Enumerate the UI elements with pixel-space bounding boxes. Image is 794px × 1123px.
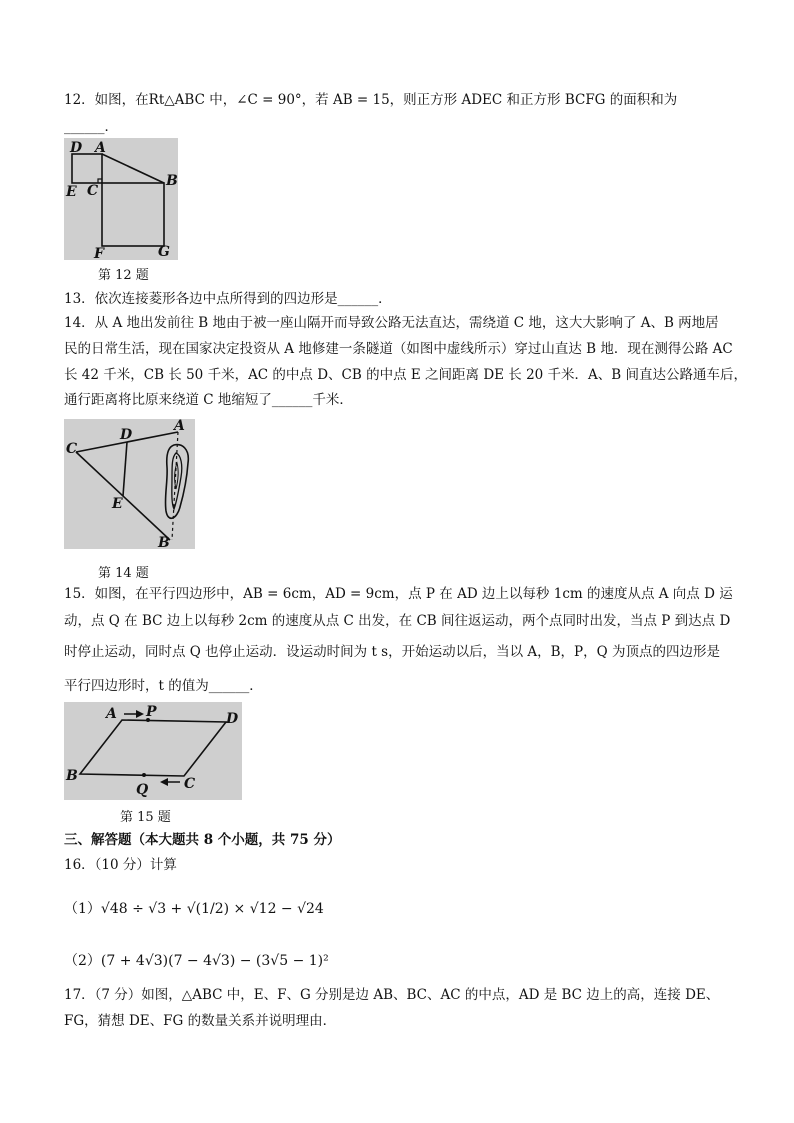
q14-label-a: A (174, 419, 185, 434)
q14-text-line1: 14．从 A 地出发前往 B 地由于被一座山隔开而导致公路无法直达，需绕道 C 地，这大大影响了 A、B 两地居 (64, 315, 719, 331)
q12-text-line2: ______． (64, 119, 118, 135)
q15-label-c: C (184, 776, 196, 792)
section3-title: 三、解答题（本大题共 8 个小题，共 75 分） (64, 832, 341, 848)
q15-figure (64, 702, 242, 800)
q12-figure (64, 138, 178, 260)
q12-label-c: C (87, 183, 99, 199)
q15-caption: 第 15 题 (120, 810, 171, 825)
q12-label-b: B (166, 173, 178, 189)
q12-text-line1: 12．如图，在Rt△ABC 中，∠C = 90°，若 AB = 15，则正方形 ADEC 和正方形 BCFG 的面积和为 (64, 92, 678, 108)
q14-text-line2: 民的日常生活，现在国家决定投资从 A 地修建一条隧道（如图中虚线所示）穿过山直达 B 地．现在测得公路 AC (64, 341, 733, 357)
q16-part1: （1）√48 ÷ √3 + √(1/2) × √12 − √24 (64, 901, 324, 917)
q13-text-line1: 13．依次连接菱形各边中点所得到的四边形是______． (64, 291, 392, 307)
q12-caption: 第 12 题 (98, 268, 149, 283)
q14-figure (64, 419, 195, 549)
q14-label-e: E (112, 496, 123, 512)
q16-text-line1: 16．（10 分）计算 (64, 857, 177, 873)
q14-caption: 第 14 题 (98, 566, 149, 581)
q16-part2: （2）(7 + 4√3)(7 − 4√3) − (3√5 − 1)² (64, 953, 329, 969)
q12-label-d: D (70, 140, 83, 156)
q15-text-line3: 时停止运动，同时点 Q 也停止运动．设运动时间为 t s，开始运动以后，当以 A，B，P，Q 为顶点的四边形是 (64, 644, 720, 660)
q14-label-c: C (66, 441, 78, 457)
q14-label-b: B (158, 535, 170, 549)
q15-text-line4: 平行四边形时，t 的值为______． (64, 678, 263, 694)
q12-label-a: A (95, 140, 106, 156)
q14-text-line4: 通行距离将比原来绕道 C 地缩短了______千米． (64, 392, 353, 408)
q12-label-f: F (94, 246, 104, 260)
q15-text-line2: 动，点 Q 在 BC 边上以每秒 2cm 的速度从点 C 出发，在 CB 间往返运动，两个点同时出发，当点 P 到达点 D (64, 613, 731, 629)
q12-label-g: G (158, 244, 170, 260)
q15-label-d: D (226, 711, 239, 727)
q15-label-q: Q (136, 782, 149, 798)
q15-label-p: P (146, 704, 157, 720)
q15-label-a: A (106, 706, 117, 722)
q14-text-line3: 长 42 千米，CB 长 50 千米，AC 的中点 D、CB 的中点 E 之间距离 DE 长 20 千米．A、B 间直达公路通车后， (64, 367, 748, 383)
q15-label-b: B (66, 768, 78, 784)
q15-text-line1: 15．如图，在平行四边形中，AB = 6cm，AD = 9cm，点 P 在 AD 边上以每秒 1cm 的速度从点 A 向点 D 运 (64, 586, 733, 602)
q17-text-line2: FG，猜想 DE、FG 的数量关系并说明理由． (64, 1013, 337, 1029)
q12-label-e: E (66, 184, 77, 200)
q17-text-line1: 17．（7 分）如图，△ABC 中，E、F、G 分别是边 AB、BC、AC 的中点，AD 是 BC 边上的高，连接 DE、 (64, 987, 720, 1003)
q14-label-d: D (120, 427, 133, 443)
